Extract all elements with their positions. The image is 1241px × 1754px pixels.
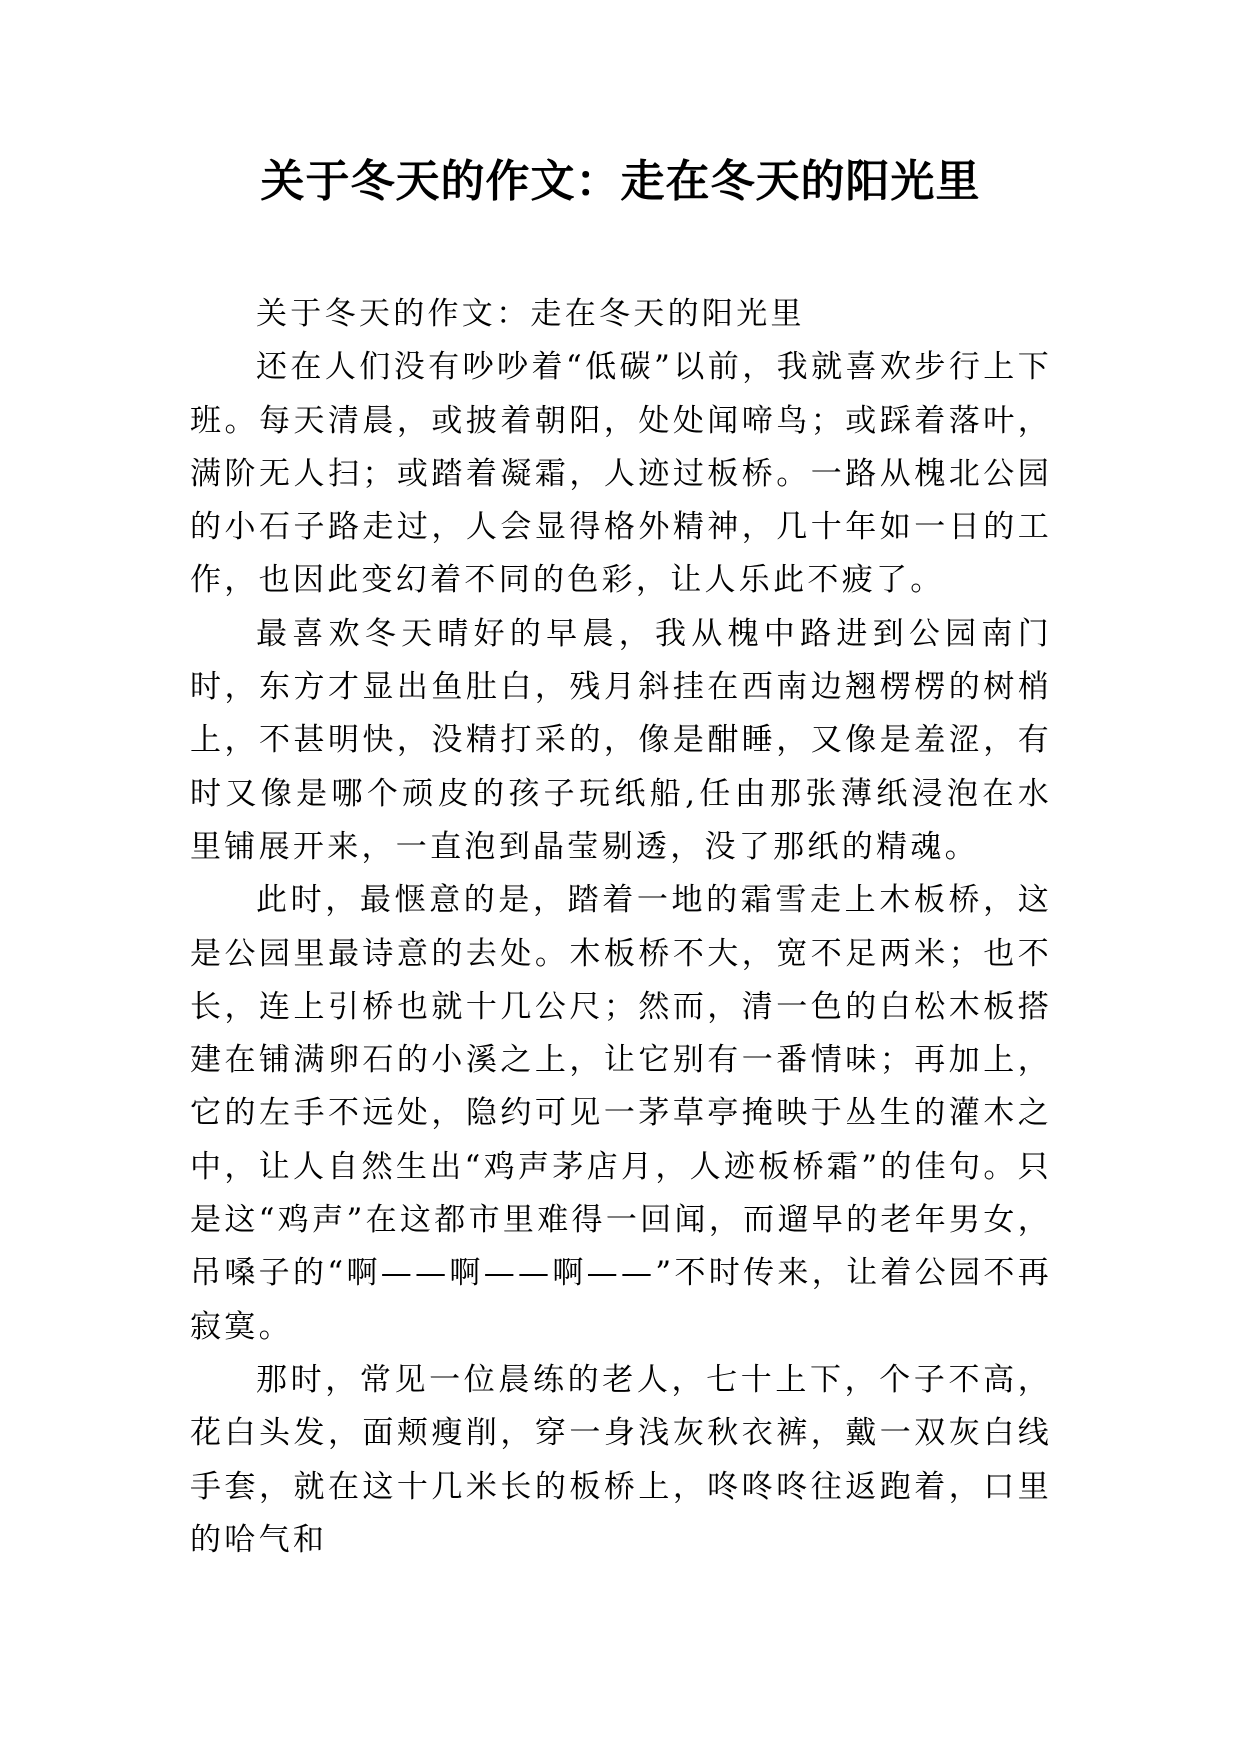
paragraph-3: 此时，最惬意的是，踏着一地的霜雪走上木板桥，这是公园里最诗意的去处。木板桥不大，宽不足两米；也不长，连上引桥也就十几公尺；然而，清一色的白松木板搭建在铺满卵石的小溪之上，让它别有一番情味；再加上，它的左手不远处，隐约可见一茅草亭掩映于丛生的灌木之中，让人自然生出“鸡声茅店月，人迹板桥霜”的佳句。只是这“鸡声”在这都市里难得一回闻，而遛早的老年男女，吊嗓子的“啊——啊——啊——”不时传来，让着公园不再寂寞。	[190, 882, 1052, 1345]
document-body	[190, 288, 1052, 1567]
document-title: 关于冬天的作文：走在冬天的阳光里	[260, 156, 981, 207]
paragraph-1: 还在人们没有吵吵着“低碳”以前，我就喜欢步行上下班。每天清晨，或披着朝阳，处处闻啼鸟；或踩着落叶，满阶无人扫；或踏着凝霜，人迹过板桥。一路从槐北公园的小石子路走过，人会显得格外精神，几十年如一日的工作，也因此变幻着不同的色彩，让人乐此不疲了。	[190, 349, 1052, 599]
paragraph-2: 最喜欢冬天晴好的早晨，我从槐中路进到公园南门时，东方才显出鱼肚白，残月斜挂在西南边翘楞楞的树梢上，不甚明快，没精打采的，像是酣睡，又像是羞涩，有时又像是哪个顽皮的孩子玩纸船,任由那张薄纸浸泡在水里铺展开来，一直泡到晶莹剔透，没了那纸的精魂。	[190, 615, 1052, 865]
paragraph-subtitle: 关于冬天的作文：走在冬天的阳光里	[256, 296, 805, 332]
paragraph-4: 那时，常见一位晨练的老人，七十上下，个子不高，花白头发，面颊瘦削，穿一身浅灰秋衣裤，戴一双灰白线手套，就在这十几米长的板桥上，咚咚咚往返跑着，口里的哈气和	[190, 1361, 1052, 1558]
